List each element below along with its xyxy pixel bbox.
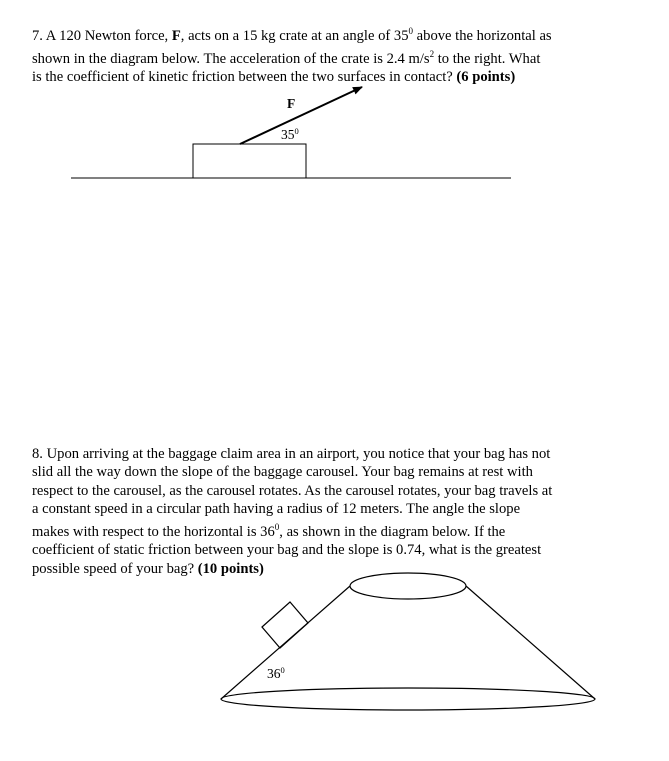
degree-superscript: 0 — [408, 26, 414, 36]
problem-7-text: to the right. What — [434, 51, 541, 68]
carousel-right-slope — [466, 586, 595, 699]
carousel-base-ellipse — [221, 688, 595, 710]
problem-7-text: is the coefficient of kinetic friction between the two surfaces in contact? — [32, 69, 457, 86]
problem-8-text: , as shown in the diagram below. If the — [279, 524, 506, 541]
problem-8-line-2: slid all the way down the slope of the baggage carousel. Your bag remains at rest with — [32, 464, 533, 481]
problem-7-text: shown in the diagram below. The acceleration of the crate is 2.4 m/s — [32, 51, 430, 68]
problem-8-points: (10 points) — [197, 560, 264, 577]
problem-8-text: possible speed of your bag? — [32, 560, 198, 577]
angle-label-35 — [281, 126, 299, 142]
problem-7-text: above the horizontal as — [413, 27, 552, 44]
degree-superscript: 0 — [274, 522, 280, 533]
problem-8-line-4: a constant speed in a circular path having a radius of 12 meters. The angle the slope — [32, 500, 521, 517]
problem-8-line-3: respect to the carousel, as the carousel rotates. As the carousel rotates, your bag travels at — [32, 482, 553, 499]
angle-value: 36 — [267, 666, 281, 681]
angle-value: 35 — [281, 127, 295, 142]
problem-7-text: , acts on a 15 kg crate at an angle of 35 — [180, 27, 409, 44]
angle-degree: 0 — [280, 665, 285, 675]
force-arrow — [240, 87, 362, 144]
force-symbol: F — [171, 27, 181, 44]
carousel-top-ellipse — [350, 573, 466, 599]
problem-7-text: A 120 Newton force, — [45, 27, 172, 44]
problem-7-points: (6 points) — [456, 69, 516, 86]
crate-box — [193, 144, 306, 178]
crate-diagram — [71, 87, 511, 178]
carousel-diagram — [221, 573, 595, 710]
angle-degree: 0 — [294, 126, 299, 136]
bag-box — [262, 602, 308, 648]
problem-8-text: Upon arriving at the baggage claim area in an airport, you notice that your bag has not — [46, 446, 551, 462]
problem-8-line-6: coefficient of static friction between your bag and the slope is 0.74, what is the greatest — [32, 542, 542, 559]
force-label: F — [287, 96, 296, 111]
squared-superscript: 2 — [429, 49, 435, 60]
angle-label-36 — [267, 665, 285, 681]
problem-8-text: makes with respect to the horizontal is 36 — [32, 524, 275, 541]
problem-7-number: 7. — [32, 27, 43, 44]
problem-8-number: 8. — [32, 446, 43, 462]
